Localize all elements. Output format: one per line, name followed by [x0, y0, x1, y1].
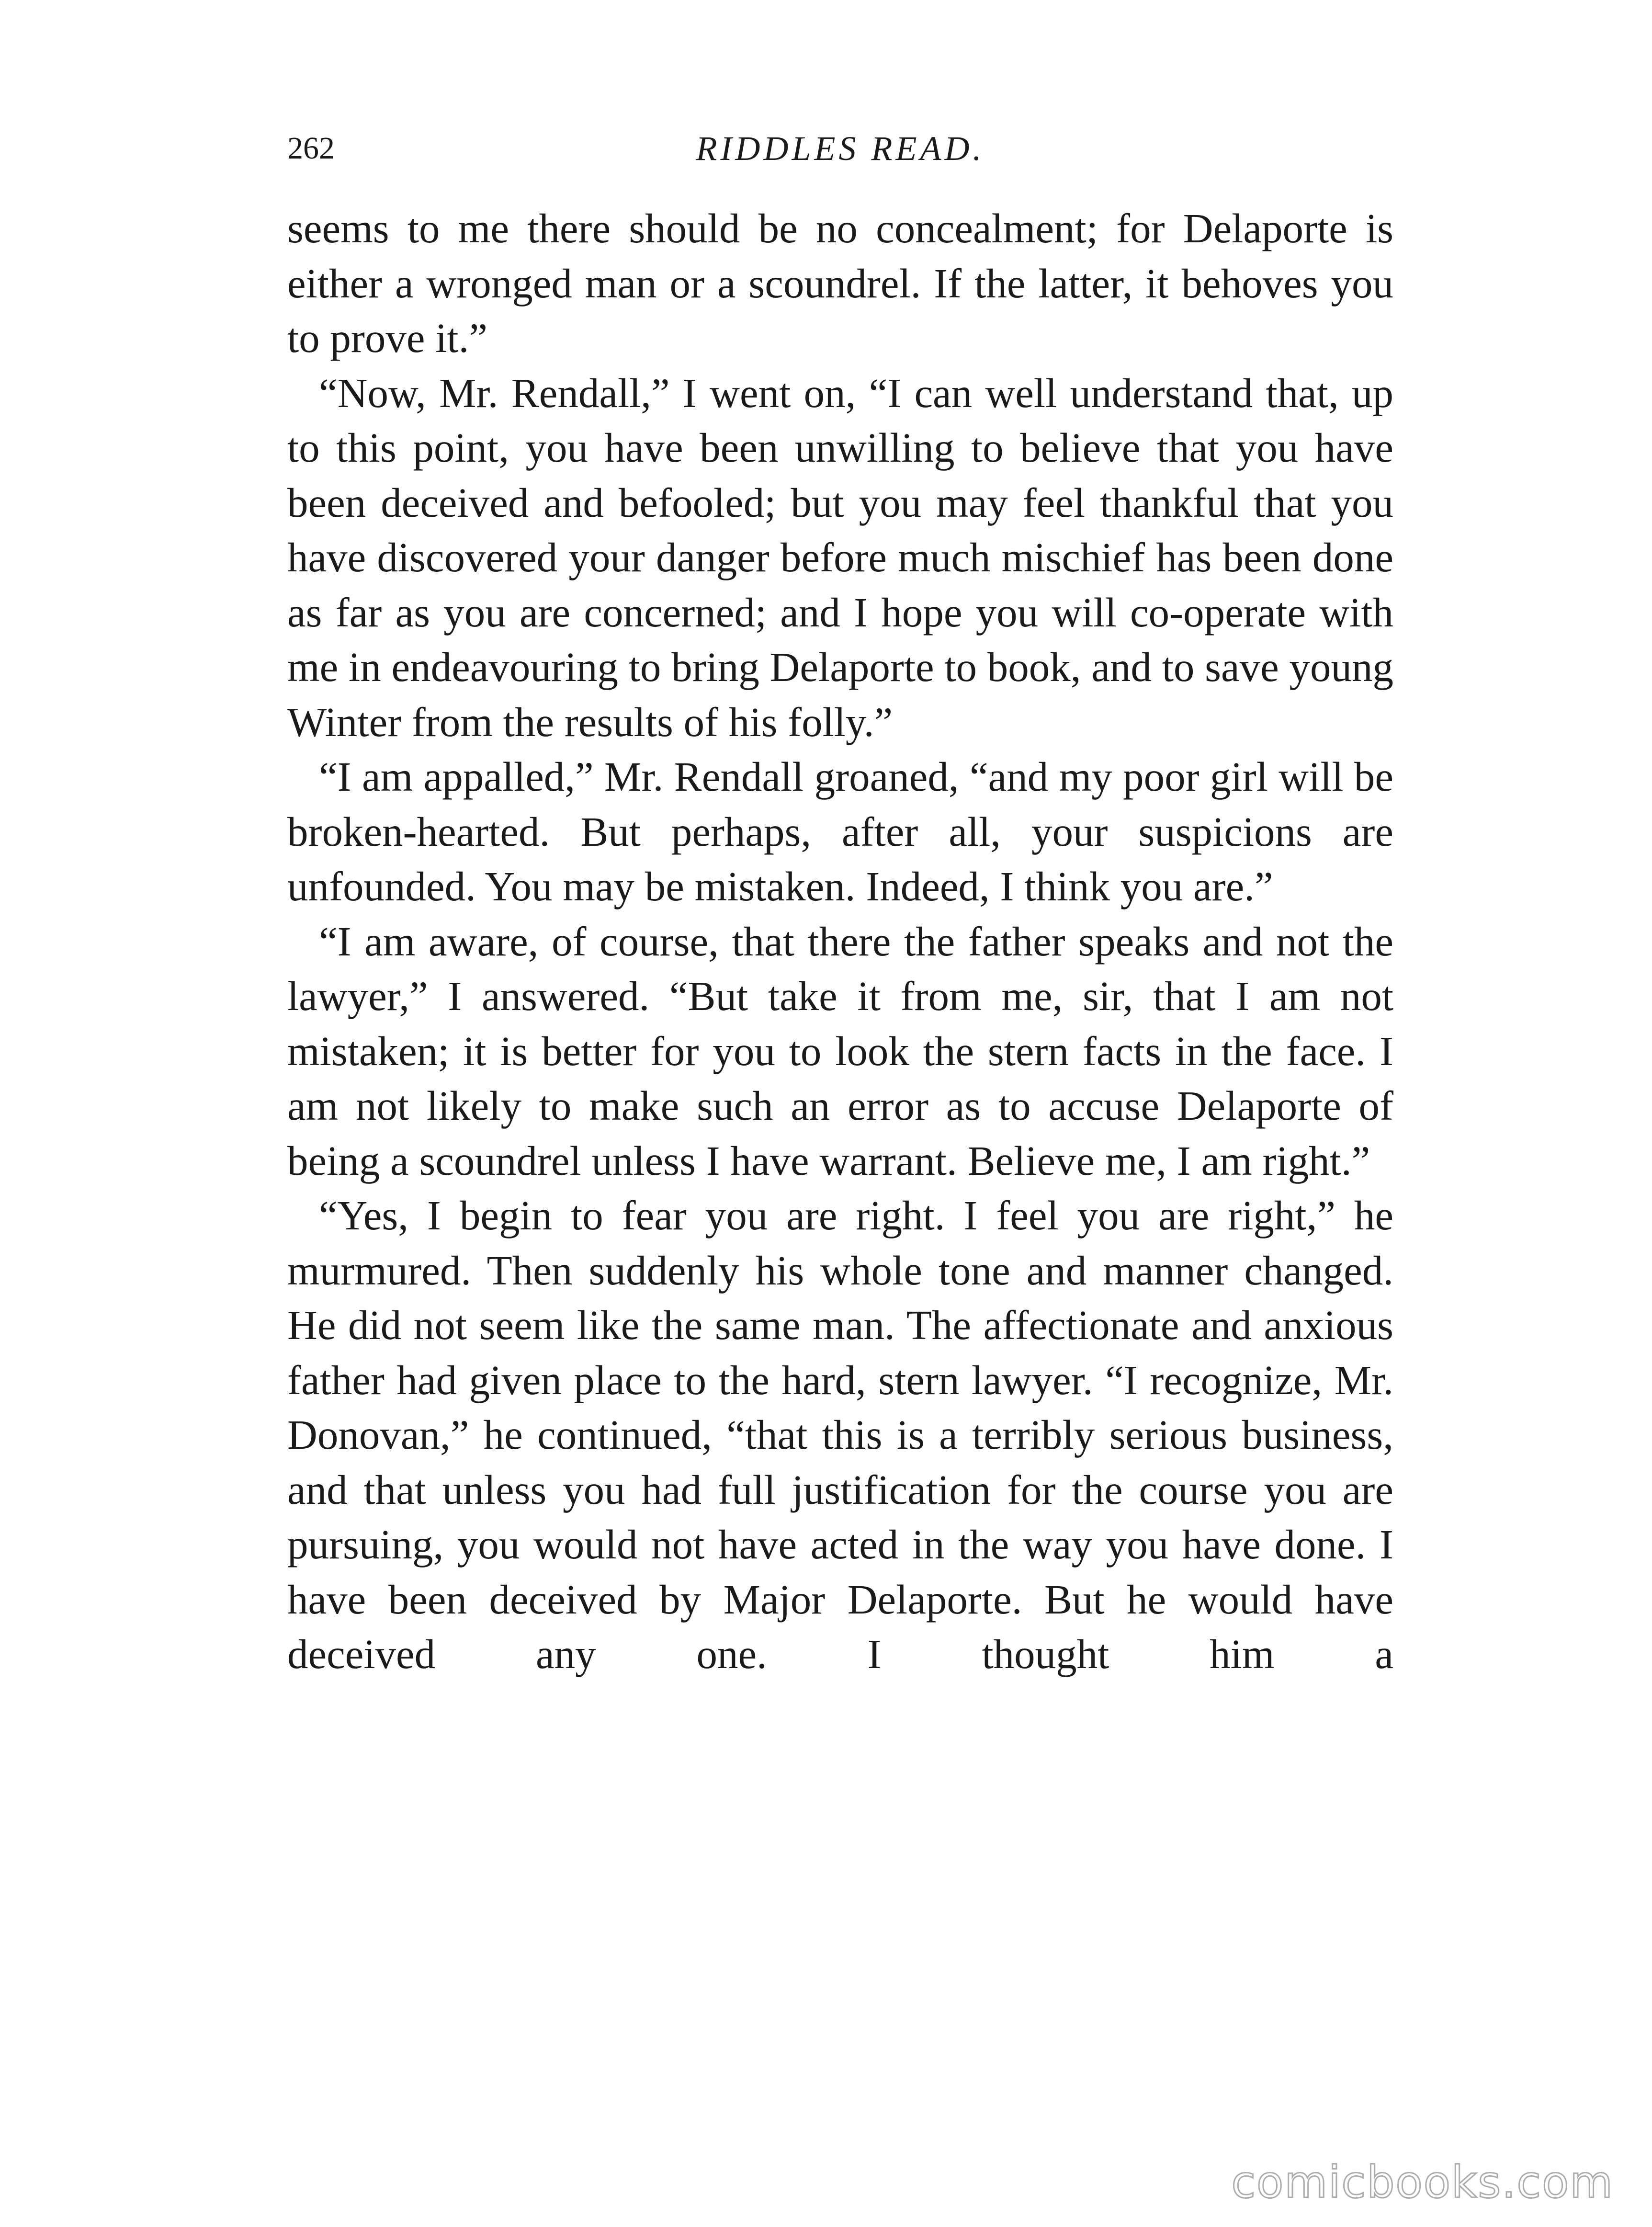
book-page: [287, 120, 1393, 1682]
page-number: 262: [287, 131, 335, 166]
body-text: [287, 201, 1393, 1682]
paragraph: “I am aware, of course, that there the father speaks and not the lawyer,” I answered. “But take it from me, sir, that I am not mistaken; it is better for you to look the stern facts in the face. I am not likely to make such an error as to accuse Delaporte of being a scoundrel unless I have warrant. Believe me, I am right.”: [287, 918, 1393, 1184]
paragraph: “I am appalled,” Mr. Rendall groaned, “and my poor girl will be broken-hearted. But perhaps, after all, your suspicions are unfounded. You may be mistaken. Indeed, I think you are.”: [287, 753, 1393, 909]
running-title: RIDDLES READ.: [696, 129, 985, 168]
watermark: comicbooks.com: [1231, 2157, 1614, 2208]
paragraph: seems to me there should be no concealment; for Delaporte is either a wronged man or a scoundrel. If the latter, it behoves you to prove it.”: [287, 205, 1393, 361]
paragraph: “Now, Mr. Rendall,” I went on, “I can well understand that, up to this point, you have been unwilling to believe that you have been deceived and befooled; but you may feel thankful that you have discovered your danger before much mischief has been done as far as you are concerned; and I hope you will co-operate with me in endeavouring to bring Delaporte to book, and to save young Winter from the results of his folly.”: [287, 369, 1393, 745]
page-header: [287, 120, 1393, 177]
paragraph: “Yes, I begin to fear you are right. I feel you are right,” he murmured. Then suddenly his whole tone and manner changed. He did not seem like the same man. The affectionate and anxious father had given place to the hard, stern lawyer. “I recognize, Mr. Donovan,” he continued, “that this is a terribly serious business, and that unless you had full justification for the course you are pursuing, you would not have acted in the way you have done. I have been deceived by Major Delaporte. But he would have deceived any one. I thought him a: [287, 1192, 1393, 1677]
